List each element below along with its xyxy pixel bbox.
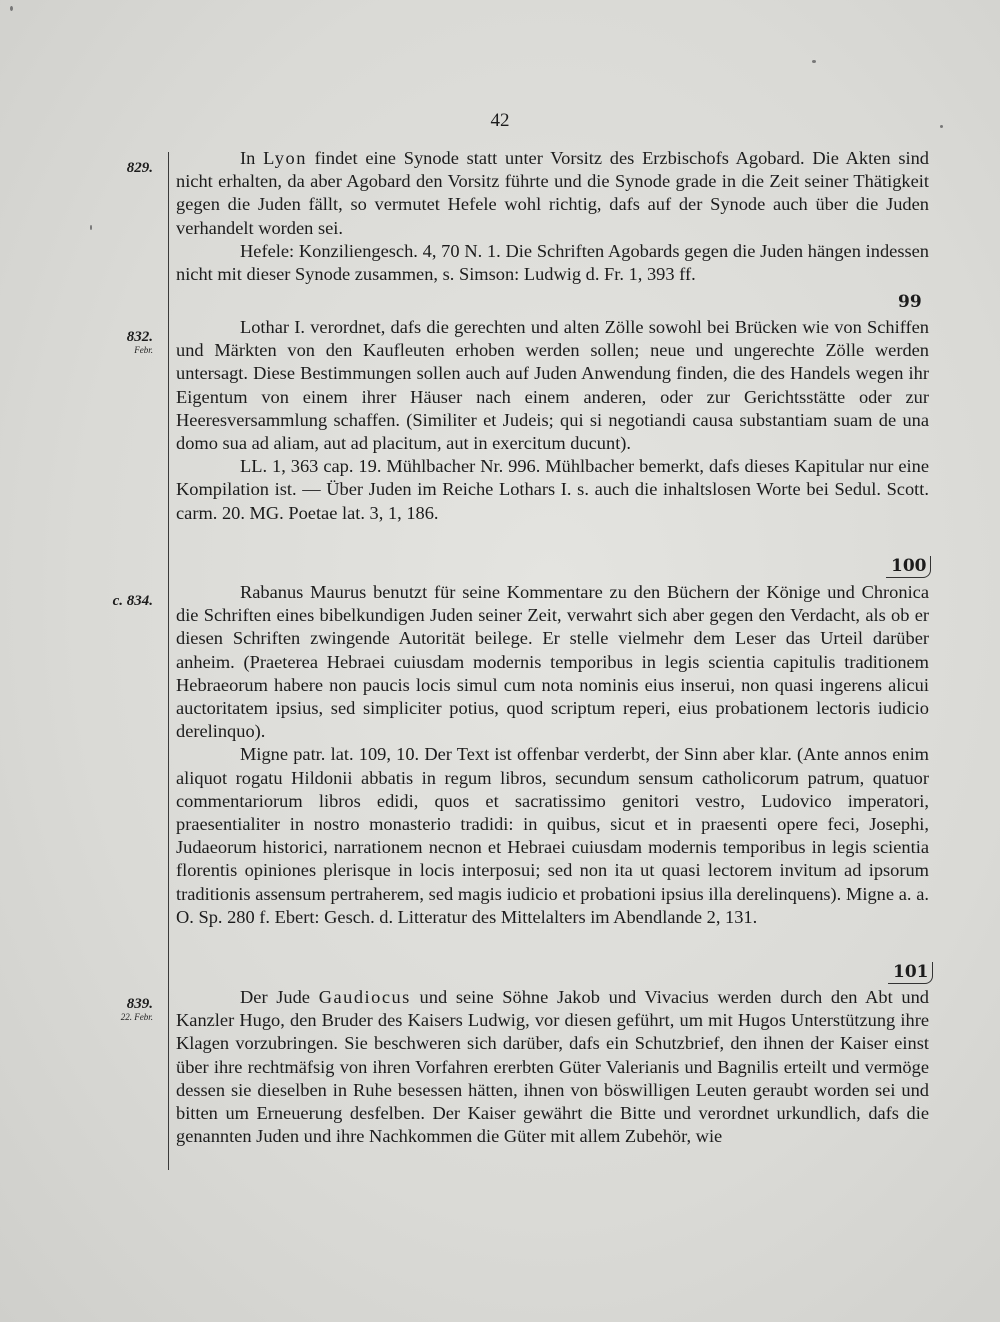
margin-date-839 [95,997,153,1023]
citation-paragraph [176,240,929,286]
entry-834 [176,581,929,929]
ink-speck [90,225,92,230]
date-label: c. 834. [112,593,153,609]
ink-speck [812,60,816,63]
margin-date-829 [95,161,153,176]
citation-paragraph [176,455,929,525]
citation-paragraph [176,743,929,929]
entry-832 [176,316,929,525]
lead-text: Der Jude [240,987,310,1007]
entry-839 [176,986,929,1148]
paragraph-text: Rabanus Maurus benutzt für seine Kommentare zu den Büchern der Könige und Chronica die Schriften eines bibelkundigen Juden seiner Zeit, verwahrt sich aber gegen den Verdacht, als ob er diesen Schriften zwingende Autorität beilege. Er stelle vielmehr dem Leser das Urteil darüber anheim. (Praeterea Hebraei cuiusdam modernis temporibus in legis scientia capitulis traditionem Hebraeorum habere non paucis locis simul cum nota nominis eius inserui, non quasi ingerens alicui auctoritatem ipsius, sed simpliciter potius, quod scriptum reperi, eius probationem lectoris iudicio derelinquo). [176,582,929,742]
lead-text: In [240,148,256,168]
margin-rule [168,152,169,1170]
paragraph [176,581,929,743]
paragraph-text: und seine Söhne Jakob und Vivacius werden durch den Abt und Kanzler Hugo, den Bruder des Kaisers Ludwig, vor diesen geführt, um mit Hugos Unterstützung ihre Klagen vorzubringen. Sie beschweren sich darüber, dafs ein Schutzbrief, den ihnen der Kaiser einst über ihre rechtmäfsig von ihren Vorfahren ererbten Güter Valerianis und Bagnilis erteilt und vermöge dessen sie dieselben in Ruhe besessen hätten, ihnen von böswilligen Leuten geraubt worden sei und bitten um Erneuerung desfelben. Der Kaiser gewährt die Bitte und verordnet urkundlich, dafs die genannten Juden und ihre Nachkommen die Güter mit allem Zubehör, wie [176,987,929,1147]
regest-number-99: 99 [898,292,922,312]
paragraph [176,986,929,1148]
entry-829 [176,147,929,286]
paragraph-text: LL. 1, 363 cap. 19. Mühlbacher Nr. 996. Mühlbacher bemerkt, dafs dieses Kapitular nur eine Kompilation ist. — Über Juden im Reiche Lothars I. s. auch die inhaltslosen Worte bei Sedul. Scott. carm. 20. MG. Poetae lat. 3, 1, 186. [176,456,929,523]
date-sublabel: Febr. [134,345,153,355]
date-label: 829. [126,160,153,176]
regest-number-100: 100 [886,556,931,578]
paragraph [176,147,929,240]
paragraph-text: Migne patr. lat. 109, 10. Der Text ist offenbar verderbt, der Sinn aber klar. (Ante annos enim aliquot rogatu Hildonii abbatis in regum libros, secundum sensum catholicorum patrum, quatuor commentariorum libros edidi, quos et sacratissimo genitori vestro, Ludovico imperatori, praesentialiter in nostro monasterio tradidi: in quibus, sicut et in praesenti opere feci, Josephi, Judaeorum historici, narrationem necnon et Hebraei cuiusdam modernis temporibus in legis scientia florentis opiniones plerisque in locis interposui; sed non ita ut quasi lectorem invitum ad ipsorum traditionis assensum pertraherem, sed magis iudicio et probationi ipsius illa derelinquens). Migne a. a. O. Sp. 280 f. Ebert: Gesch. d. Litteratur des Mittelalters im Abendlande 2, 131. [176,744,929,927]
regest-number-101: 101 [888,962,933,984]
page-number: 42 [490,110,510,131]
place-name: Lyon [263,148,307,168]
margin-date-834 [95,594,153,609]
person-name: Gaudiocus [318,987,411,1007]
date-label: 839. [126,996,153,1012]
paragraph-text: findet eine Synode statt unter Vorsitz des Erzbischofs Agobard. Die Akten sind nicht erhalten, da aber Agobard den Vorsitz führte und die Synode grade in die Zeit seiner Thätigkeit gegen die Juden fällt, so vermutet Hefele wohl richtig, dafs auf der Synode auch über die Juden verhandelt worden sei. [176,148,929,238]
date-label: 832. [126,329,153,345]
date-sublabel: 22. Febr. [120,1012,153,1022]
ink-speck [10,6,13,11]
paragraph-text: Hefele: Konziliengesch. 4, 70 N. 1. Die Schriften Agobards gegen die Juden hängen indessen nicht mit dieser Synode zusammen, s. Simson: Ludwig d. Fr. 1, 393 ff. [176,240,929,285]
margin-date-832 [95,330,153,356]
paragraph [176,316,929,455]
paragraph-text: Lothar I. verordnet, dafs die gerechten und alten Zölle sowohl bei Brücken wie von Schiffen und Märkten von den Kaufleuten erhoben werden sollen; neue und ungerechte Zölle werden untersagt. Diese Bestimmungen sollen auch auf Juden Anwendung finden, die des Handels wegen ihr Eigentum von einem ihrer Häuser nach einem anderen, oder zur Gerichtsstätte oder zur Heeresversammlung schaffen. (Similiter et Judeis; qui si negotiandi causa substantiam suam de una domo sua ad aliam, aut ad placitum, aut in exercitum ducunt). [176,317,929,454]
